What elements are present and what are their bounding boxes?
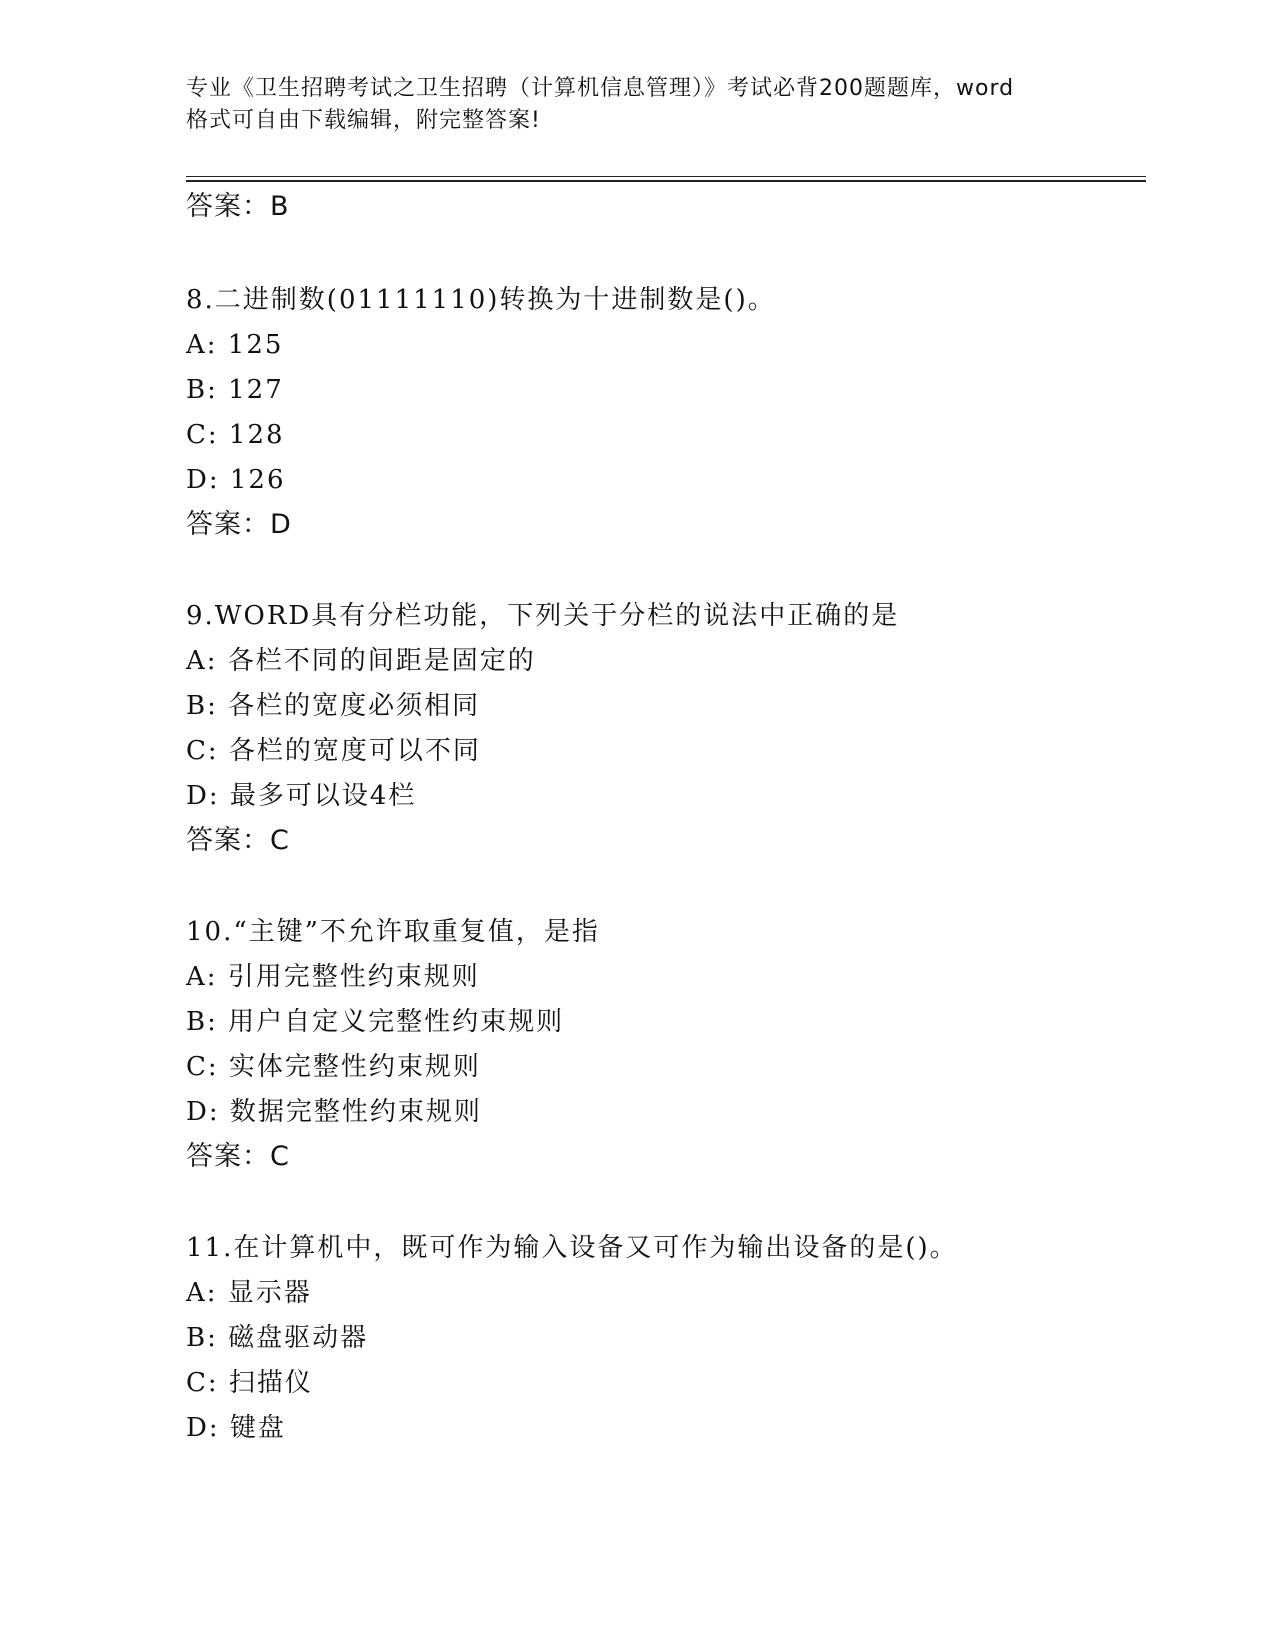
header-divider-thick <box>186 180 1146 182</box>
question-9: 9.WORD具有分栏功能，下列关于分栏的说法中正确的是 <box>186 601 900 631</box>
document-header <box>186 73 1086 137</box>
header-line-2: 格式可自由下载编辑，附完整答案! <box>186 108 541 133</box>
option-10-b: B: 用户自定义完整性约束规则 <box>186 1007 565 1037</box>
option-8-d: D: 126 <box>186 465 286 495</box>
option-11-c: C: 扫描仪 <box>186 1368 313 1398</box>
option-9-b: B: 各栏的宽度必须相同 <box>186 691 481 721</box>
question-11: 11.在计算机中，既可作为输入设备又可作为输出设备的是()。 <box>186 1233 958 1263</box>
option-10-d: D: 数据完整性约束规则 <box>186 1097 482 1127</box>
option-8-b: B: 127 <box>186 375 284 405</box>
header-line-1: 专业《卫生招聘考试之卫生招聘（计算机信息管理）》考试必背200题题库，word <box>186 76 1015 101</box>
option-10-c: C: 实体完整性约束规则 <box>186 1052 481 1082</box>
answer-q9: 答案：C <box>186 825 290 856</box>
option-8-a: A: 125 <box>186 330 284 360</box>
option-9-d: D: 最多可以设4栏 <box>186 781 417 811</box>
option-8-c: C: 128 <box>186 420 285 450</box>
answer-q7: 答案：B <box>186 191 290 222</box>
answer-q10: 答案：C <box>186 1141 290 1172</box>
option-10-a: A: 引用完整性约束规则 <box>186 962 480 992</box>
option-9-c: C: 各栏的宽度可以不同 <box>186 736 481 766</box>
option-11-d: D: 键盘 <box>186 1413 286 1443</box>
option-9-a: A: 各栏不同的间距是固定的 <box>186 646 536 676</box>
answer-q8: 答案：D <box>186 509 292 540</box>
option-11-b: B: 磁盘驱动器 <box>186 1323 369 1353</box>
question-10: 10.“主键”不允许取重复值，是指 <box>186 917 600 947</box>
header-divider-thin <box>186 176 1146 177</box>
question-8: 8.二进制数(01111110)转换为十进制数是()。 <box>186 285 776 315</box>
option-11-a: A: 显示器 <box>186 1278 312 1308</box>
